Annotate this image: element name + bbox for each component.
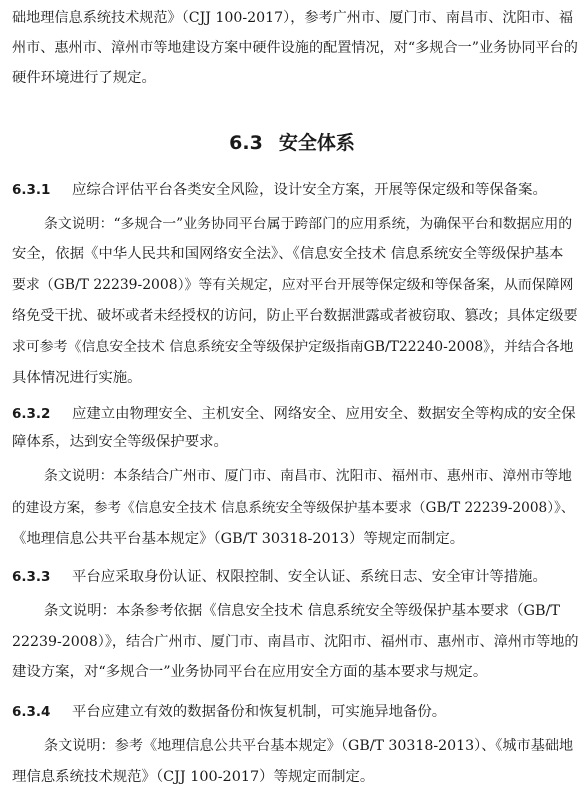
clause-note-line: 具体情况进行实施。 xyxy=(12,370,142,386)
clause-text: 平台应采取身份认证、权限控制、安全认证、系统日志、安全审计等措施。 xyxy=(72,569,547,585)
clause-number: 6.3.3 xyxy=(12,569,51,585)
clause-note-line: 条文说明：本条参考依据《信息安全技术 信息系统安全等级保护基本要求（GB/T xyxy=(44,603,560,619)
section-heading xyxy=(0,130,584,156)
clause-note-line: 安全，依据《中华人民共和国网络安全法》、《信息安全技术 信息系统安全等级保护基本 xyxy=(12,246,564,262)
clause-text: 应综合评估平台各类安全风险，设计安全方案，开展等保定级和等保备案。 xyxy=(72,182,547,198)
intro-line: 础地理信息系统技术规范》（CJJ 100-2017），参考广州市、厦门市、南昌市、沈阳市、福 xyxy=(12,10,574,26)
section-number: 6.3 xyxy=(229,132,263,154)
clause-note-line: 条文说明：“多规合一”业务协同平台属于跨部门的应用系统，为确保平台和数据应用的 xyxy=(44,216,573,232)
clause-number: 6.3.1 xyxy=(12,182,51,198)
clause-note-line: 22239-2008）》，结合广州市、厦门市、南昌市、沈阳市、福州市、惠州市、漳州市等地的 xyxy=(12,634,579,650)
clause-note-line: 条文说明：本条结合广州市、厦门市、南昌市、沈阳市、福州市、惠州市、漳州市等地 xyxy=(44,468,572,484)
clause-number: 6.3.2 xyxy=(12,406,51,422)
clause-note-line: 的建设方案，参考《信息安全技术 信息系统安全等级保护基本要求（GB/T 22239-2008）》、 xyxy=(12,500,575,516)
clause-text: 应建立由物理安全、主机安全、网络安全、应用安全、数据安全等构成的安全保 xyxy=(72,406,576,422)
clause-text: 平台应建立有效的数据备份和恢复机制，可实施异地备份。 xyxy=(72,704,447,720)
clause-note-line: 条文说明：参考《地理信息公共平台基本规定》（GB/T 30318-2013）、《城市基础地 xyxy=(44,738,574,754)
intro-line: 州市、惠州市、漳州市等地建设方案中硬件设施的配置情况，对“多规合一”业务协同平台的 xyxy=(12,40,578,56)
clause-note-line: 《地理信息公共平台基本规定》（GB/T 30318-2013）等规定而制定。 xyxy=(12,531,465,547)
clause-text: 障体系，达到安全等级保护要求。 xyxy=(12,434,228,450)
clause-note-line: 建设方案，对“多规合一”业务协同平台在应用安全方面的基本要求与规定。 xyxy=(12,664,488,680)
clause-note-line: 要求（GB/T 22239-2008）》等有关规定，应对平台开展等保定级和等保备案，从而保障网 xyxy=(12,277,574,293)
clause-number: 6.3.4 xyxy=(12,704,51,720)
clause-note-line: 求可参考《信息安全技术 信息系统安全等级保护定级指南GB/T22240-2008》，并结合各地 xyxy=(12,339,574,355)
clause-note-line: 络免受干扰、破坏或者未经授权的访问，防止平台数据泄露或者被窃取、篡改；具体定级要 xyxy=(12,308,578,324)
intro-line: 硬件环境进行了规定。 xyxy=(12,70,156,86)
clause-note-line: 理信息系统技术规范》（CJJ 100-2017）等规定而制定。 xyxy=(12,769,375,785)
section-title: 安全体系 xyxy=(278,132,355,154)
